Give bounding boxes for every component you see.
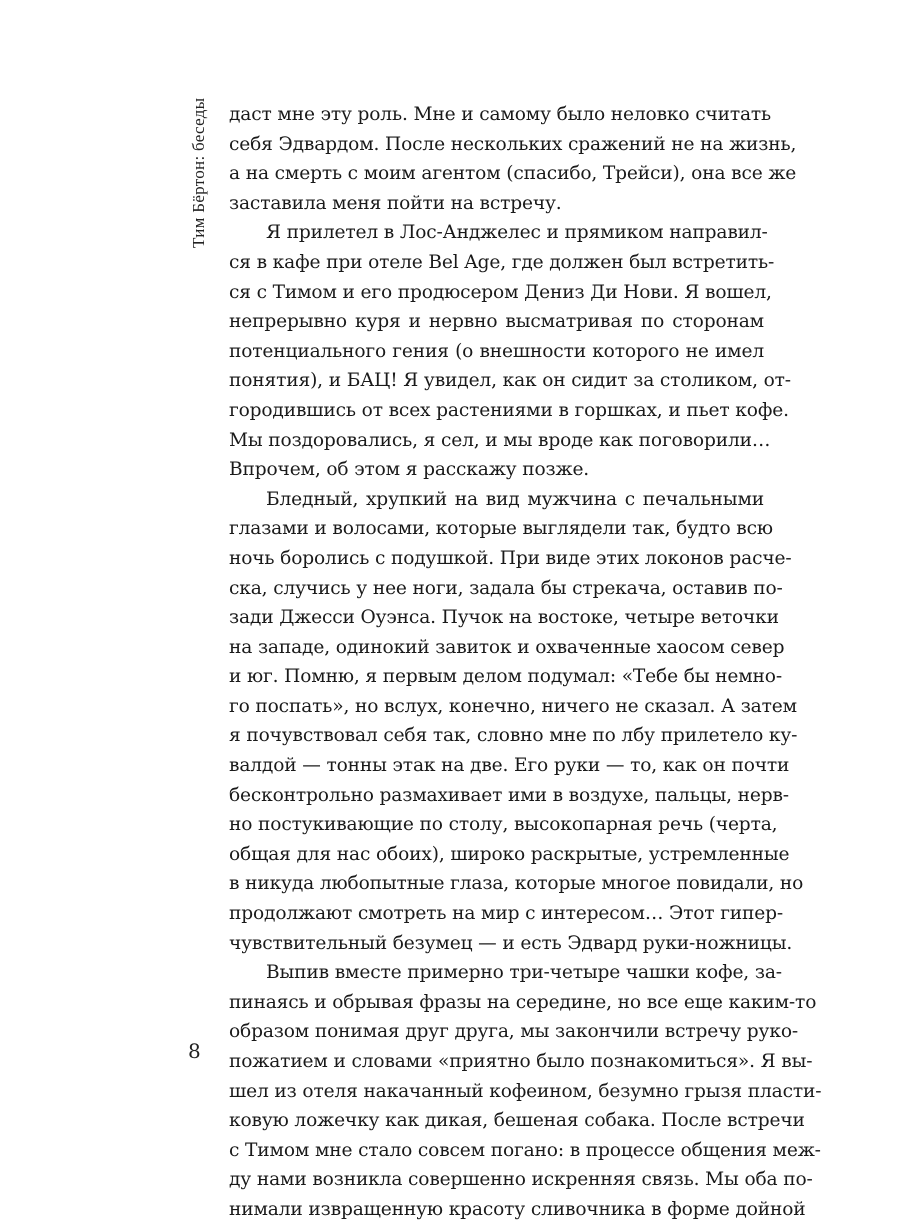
text-line: глазами и волосами, которые выглядели так, будто всю: [229, 518, 773, 540]
text-line: понятия), и БАЦ! Я увидел, как он сидит за столиком, от-: [229, 370, 791, 392]
text-line: ковую ложечку как дикая, бешеная собака. После встречи: [229, 1110, 805, 1132]
text-line: в никуда любопытные глаза, которые многое повидали, но: [229, 873, 804, 895]
text-line: ся в кафе при отеле Bel Age, где должен был встретить-: [229, 251, 775, 273]
text-line: Я прилетел в Лос-Анджелес и прямиком направил-: [266, 222, 768, 244]
page-number: 8: [188, 1039, 201, 1063]
body-text: [229, 100, 822, 1225]
text-line: и юг. Помню, я первым делом подумал: «Тебе бы немно-: [229, 666, 782, 688]
text-line: даст мне эту роль. Мне и самому было неловко считать: [229, 104, 772, 125]
text-line: заставила меня пойти на встречу.: [229, 192, 562, 214]
text-line: ска, случись у нее ноги, задала бы стрекача, оставив по-: [229, 577, 783, 599]
text-line: пинаясь и обрывая фразы на середине, но все еще каким-то: [229, 991, 817, 1013]
text-line: Мы поздоровались, я сел, и мы вроде как поговорили…: [229, 429, 771, 451]
text-line: бесконтрольно размахивает ими в воздухе, пальцы, нерв-: [229, 784, 789, 806]
text-line: образом понимая друг друга, мы закончили встречу руко-: [229, 1021, 798, 1043]
text-line: продолжают смотреть на мир с интересом… Этот гипер-: [229, 903, 784, 925]
text-line: потенциального гения (о внешности которого не имел: [229, 340, 764, 362]
text-line: непрерывно куря и нервно высматривая по сторонам: [229, 311, 764, 333]
text-line: городившись от всех растениями в горшках, и пьет кофе.: [229, 399, 789, 421]
text-line: ду нами возникла совершенно искренняя связь. Мы оба по-: [229, 1169, 813, 1191]
text-line: Выпив вместе примерно три-четыре чашки кофе, за-: [266, 962, 782, 984]
text-line: валдой — тонны этак на две. Его руки — то, как он почти: [229, 755, 790, 777]
text-line: Бледный, хрупкий на вид мужчина с печальными: [266, 488, 764, 510]
text-line: пожатием и словами «приятно было познакомиться». Я вы-: [229, 1051, 813, 1072]
text-line: ночь боролись с подушкой. При виде этих локонов расче-: [229, 547, 792, 569]
running-head: Тим Бёртон: беседы: [189, 98, 208, 249]
text-line: чувствительный безумец — и есть Эдвард руки-ножницы.: [229, 932, 793, 954]
text-line: на западе, одинокий завиток и охваченные хаосом север: [229, 636, 785, 658]
text-line: шел из отеля накачанный кофеином, безумно грызя пласти-: [229, 1080, 822, 1102]
text-line: но постукивающие по столу, высокопарная речь (черта,: [229, 814, 778, 836]
text-line: го поспать», но вслух, конечно, ничего не сказал. А затем: [229, 695, 797, 717]
text-line: нимали извращенную красоту сливочника в форме дойной: [229, 1198, 806, 1220]
text-line: общая для нас обоих), широко раскрытые, устремленные: [229, 843, 790, 865]
text-line: ся с Тимом и его продюсером Дениз Ди Нови. Я вошел,: [229, 281, 772, 303]
text-line: зади Джесси Оуэнса. Пучок на востоке, четыре веточки: [229, 607, 779, 629]
text-line: себя Эдвардом. После нескольких сражений не на жизнь,: [229, 133, 797, 155]
text-line: я почувствовал себя так, словно мне по лбу прилетело ку-: [229, 725, 798, 747]
text-line: с Тимом мне стало совсем погано: в процессе общения меж-: [229, 1139, 821, 1161]
text-line: Впрочем, об этом я расскажу позже.: [229, 459, 590, 481]
text-line: а на смерть с моим агентом (спасибо, Трейси), она все же: [229, 163, 797, 185]
